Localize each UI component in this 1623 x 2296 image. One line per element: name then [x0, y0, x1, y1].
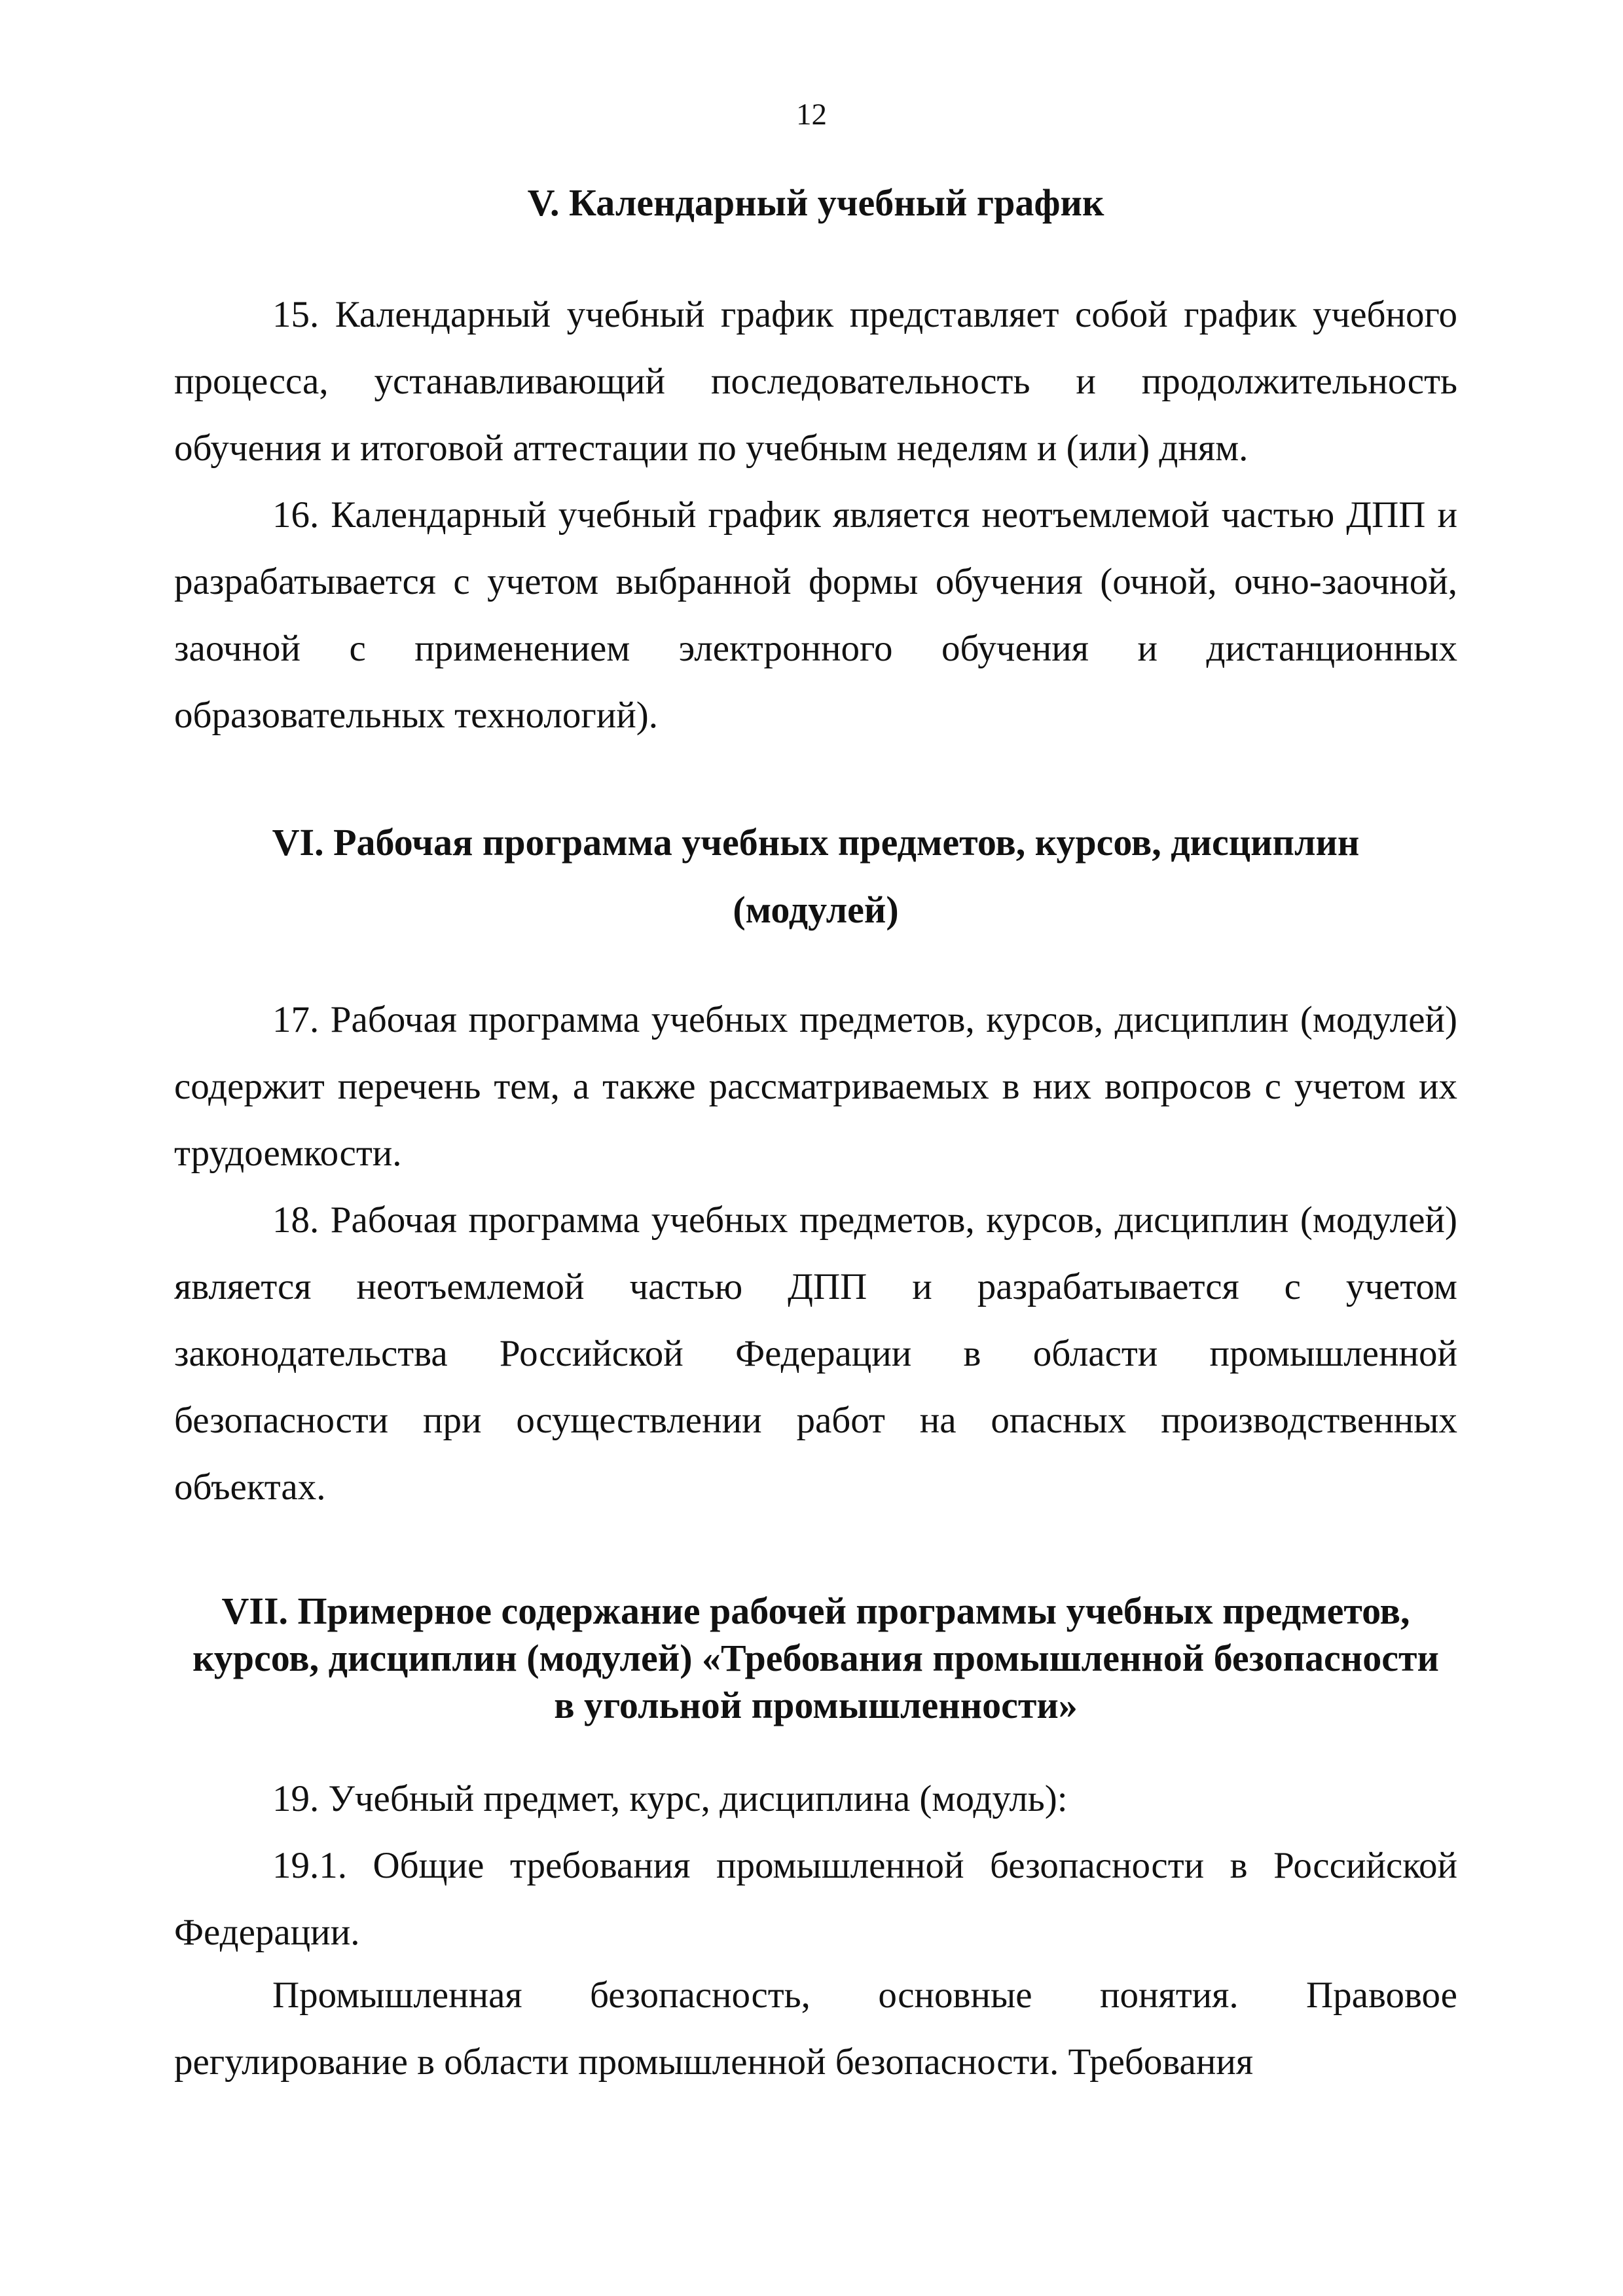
section-v-heading: V. Календарный учебный график — [527, 181, 1104, 224]
section-vii-heading — [174, 1588, 1457, 1729]
section-vii-heading-line-3: в угольной промышленности» — [554, 1684, 1078, 1726]
section-vi-heading — [174, 809, 1457, 943]
paragraph-industrial-safety: Промышленная безопасность, основные понятия. Правовое регулирование в области промышленной безопасности. Требования — [174, 1975, 1457, 2083]
paragraph-17: 17. Рабочая программа учебных предметов, курсов, дисциплин (модулей) содержит перечень тем, а также рассматриваемых в них вопросов с учетом их трудоемкости. — [174, 999, 1457, 1174]
page-number: 12 — [796, 98, 827, 132]
section-vii-heading-line-1: VII. Примерное содержание рабочей программы учебных предметов, — [221, 1590, 1410, 1632]
paragraph-15: 15. Календарный учебный график представляет собой график учебного процесса, устанавливающий последовательность и продолжительность обучения и итоговой аттестации по учебным неделям и (или) дням. — [174, 294, 1457, 469]
section-vi-heading-line-1: VI. Рабочая программа учебных предметов, курсов, дисциплин — [272, 821, 1360, 864]
paragraph-16: 16. Календарный учебный график является неотъемлемой частью ДПП и разрабатывается с учетом выбранной формы обучения (очной, очно-заочной, заочной с применением электронного обучения и дистанционных образовательных технологий). — [174, 494, 1457, 736]
section-vi-heading-line-2: (модулей) — [733, 888, 899, 931]
section-vii-heading-line-2: курсов, дисциплин (модулей) «Требования промышленной безопасности — [192, 1637, 1439, 1679]
paragraph-19-1: 19.1. Общие требования промышленной безопасности в Российской Федерации. — [174, 1845, 1457, 1953]
paragraph-19: 19. Учебный предмет, курс, дисциплина (модуль): — [272, 1778, 1068, 1819]
paragraph-18: 18. Рабочая программа учебных предметов, курсов, дисциплин (модулей) является неотъемлемой частью ДПП и разрабатывается с учетом законодательства Российской Федерации в области промышленной безопасности при осуществлении работ на опасных производственных объектах. — [174, 1199, 1457, 1508]
